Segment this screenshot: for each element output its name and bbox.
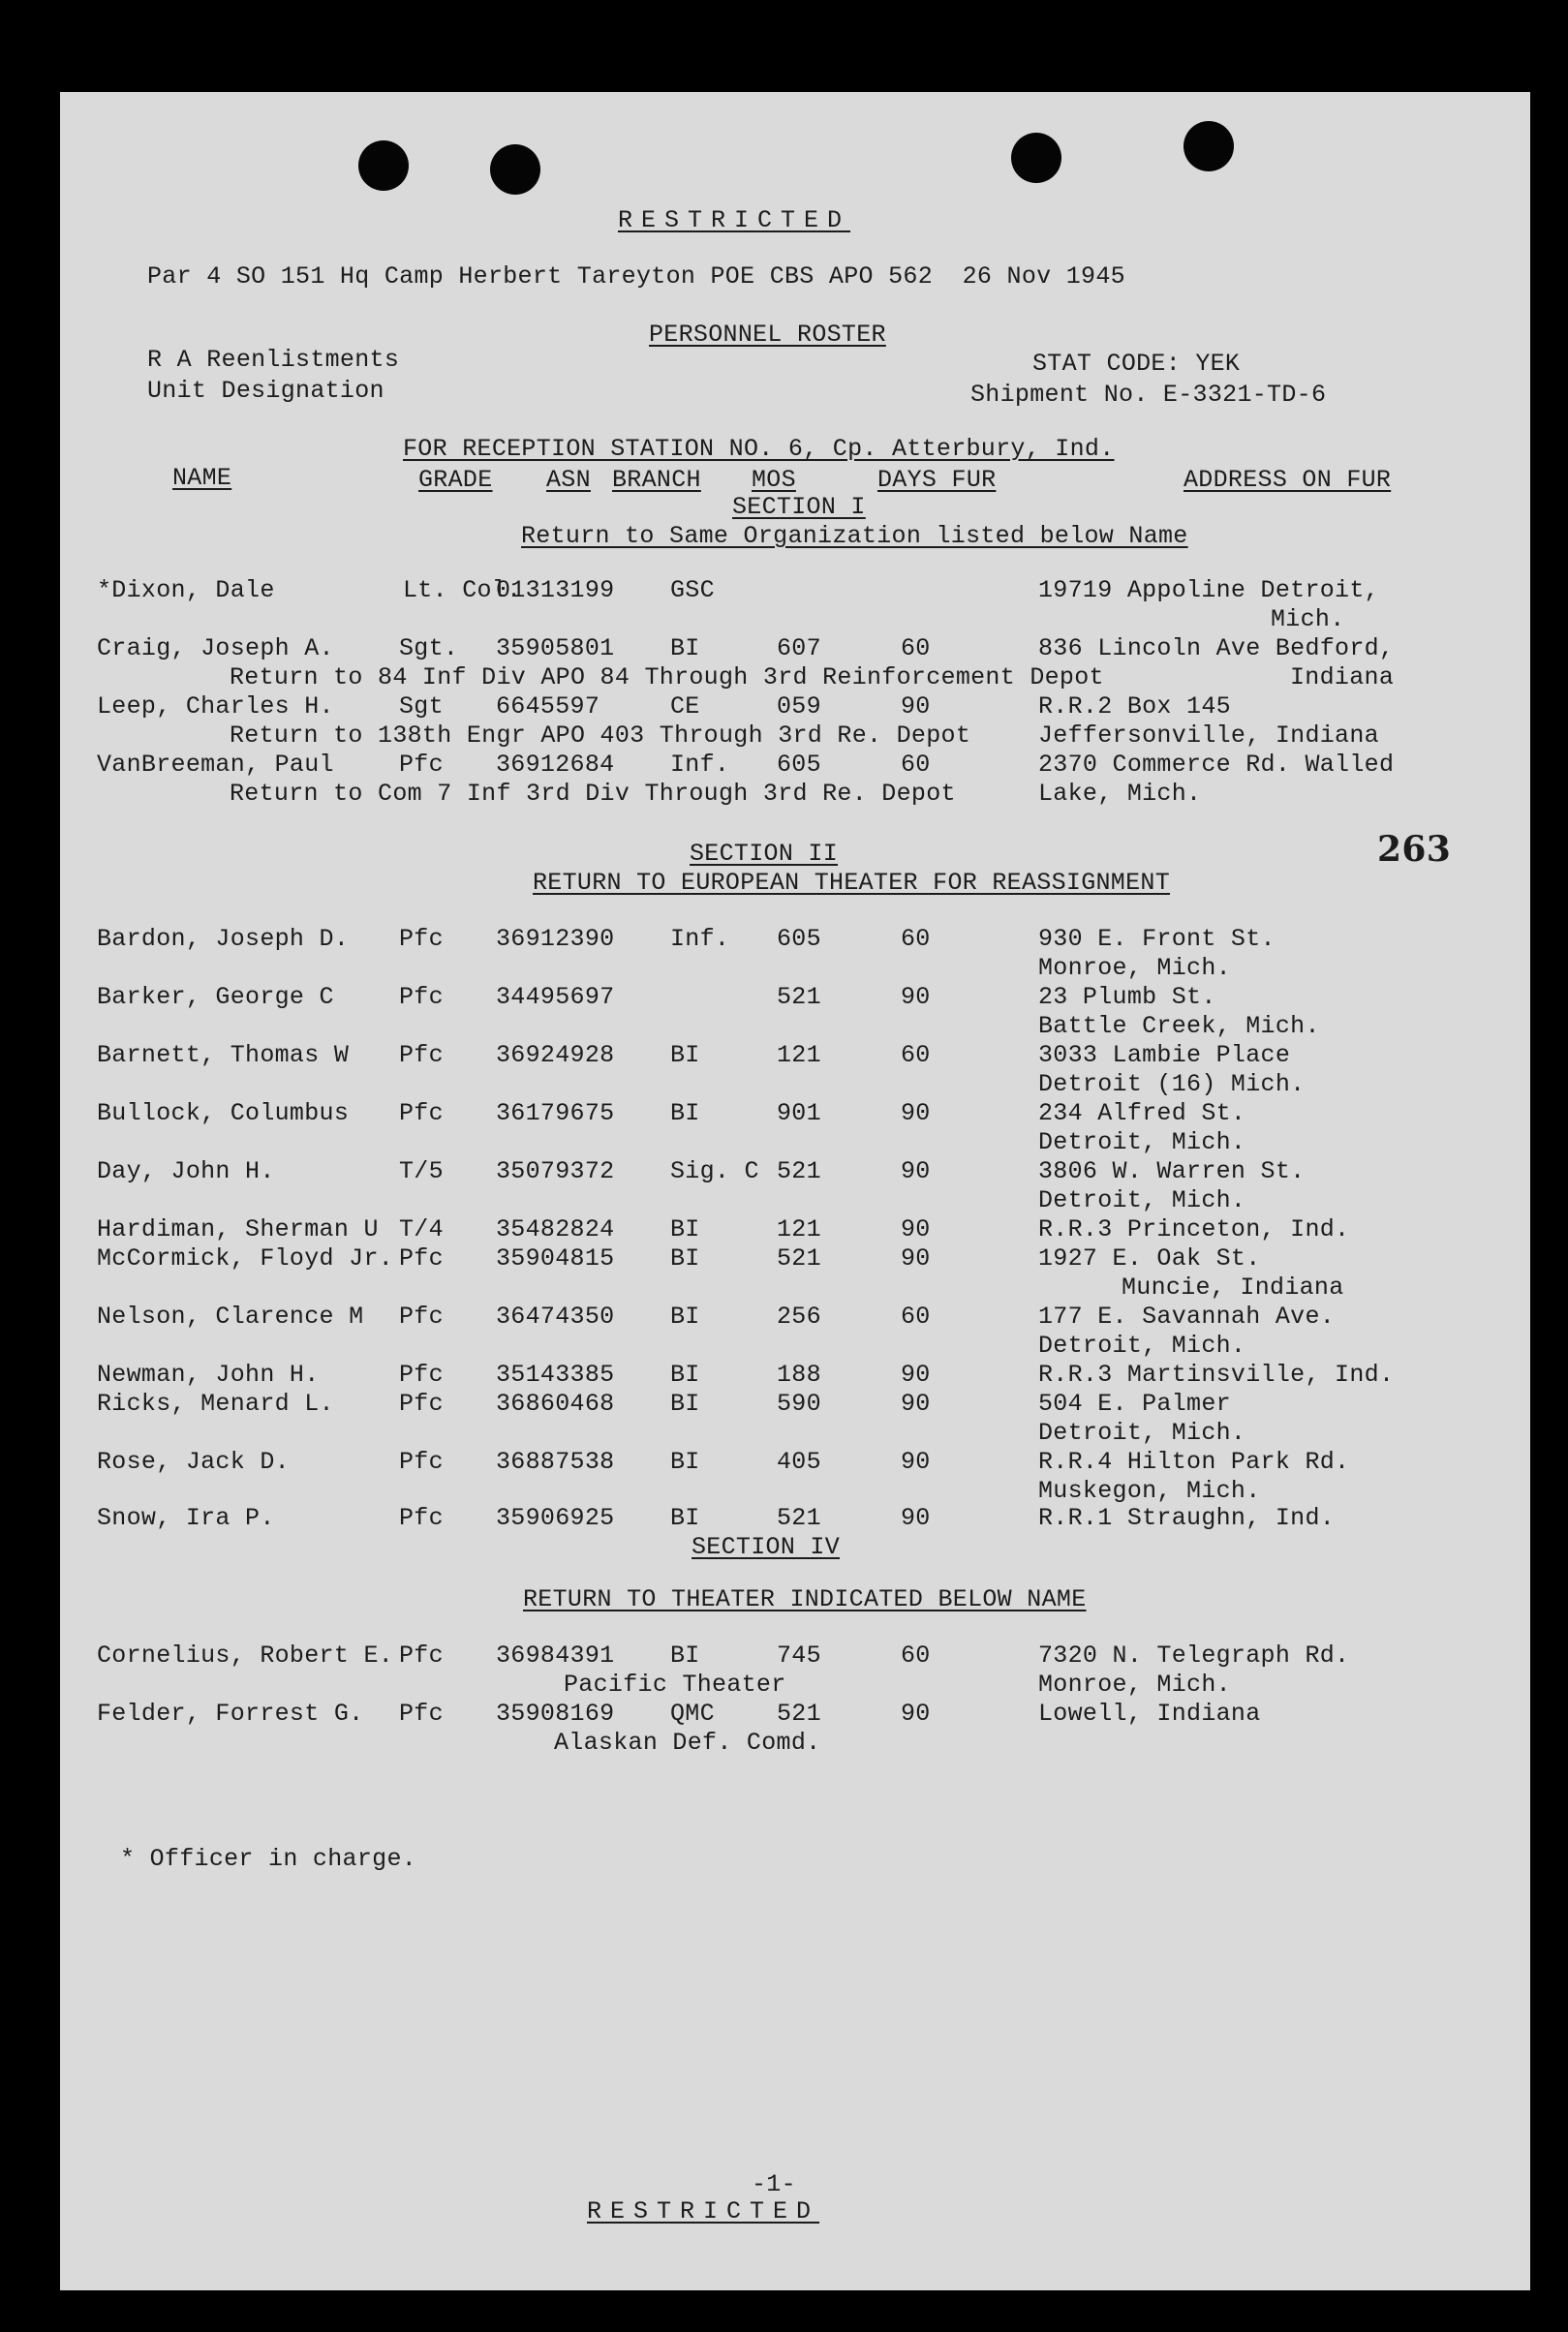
col-mos: MOS [752,466,796,494]
roster-mos: 059 [777,692,821,721]
roster-address: 836 Lincoln Ave Bedford, [1038,634,1395,662]
roster-name: Bardon, Joseph D. [97,925,350,953]
roster-address-line2: Monroe, Mich. [1038,1671,1231,1699]
roster-note: Return to Com 7 Inf 3rd Div Through 3rd Re. Depot [230,780,956,808]
roster-asn: 6645597 [496,692,600,721]
roster-address-line2: Detroit, Mich. [1038,1419,1246,1447]
roster-mos: 605 [777,751,821,779]
roster-mos: 121 [777,1041,821,1069]
roster-branch: GSC [670,576,715,604]
roster-name: McCormick, Floyd Jr. [97,1244,394,1273]
roster-days-fur: 60 [901,1041,931,1069]
roster-name: Barnett, Thomas W [97,1041,350,1069]
roster-days-fur: 90 [901,1361,931,1389]
roster-address: R.R.3 Martinsville, Ind. [1038,1361,1395,1389]
roster-days-fur: 90 [901,1700,931,1728]
roster-branch: BI [670,1504,700,1532]
roster-branch: BI [670,1244,700,1273]
roster-asn: 35143385 [496,1361,615,1389]
section-2-subtitle: RETURN TO EUROPEAN THEATER FOR REASSIGNMENT [533,869,1171,897]
roster-mos: 521 [777,1504,821,1532]
roster-grade: Sgt [399,692,444,721]
roster-asn: 36887538 [496,1448,615,1476]
roster-address: R.R.2 Box 145 [1038,692,1231,721]
punch-hole [358,140,409,191]
roster-address: 3806 W. Warren St. [1038,1157,1306,1185]
roster-note: Pacific Theater [564,1671,786,1699]
roster-name: Bullock, Columbus [97,1099,350,1127]
roster-mos: 521 [777,1700,821,1728]
roster-branch: BI [670,634,700,662]
roster-branch: BI [670,1390,700,1418]
roster-mos: 607 [777,634,821,662]
section-4-subtitle: RETURN TO THEATER INDICATED BELOW NAME [523,1585,1087,1613]
roster-grade: Pfc [399,1504,444,1532]
document-page [60,92,1530,2290]
roster-asn: 36984391 [496,1642,615,1670]
roster-name: Snow, Ira P. [97,1504,275,1532]
roster-mos: 605 [777,925,821,953]
roster-grade: Sgt. [399,634,459,662]
roster-grade: Pfc [399,751,444,779]
roster-days-fur: 60 [901,925,931,953]
roster-asn: 35905801 [496,634,615,662]
roster-days-fur: 60 [901,1303,931,1331]
roster-name: Barker, George C [97,983,334,1011]
roster-days-fur: 90 [901,983,931,1011]
roster-name: VanBreeman, Paul [97,751,334,779]
roster-asn: 36924928 [496,1041,615,1069]
roster-title: PERSONNEL ROSTER [649,321,886,349]
roster-note: Alaskan Def. Comd. [554,1729,821,1757]
roster-branch: BI [670,1303,700,1331]
roster-days-fur: 90 [901,1215,931,1243]
section-2-title: SECTION II [690,840,839,868]
roster-address-line2: Detroit, Mich. [1038,1332,1246,1360]
roster-address: 7320 N. Telegraph Rd. [1038,1642,1350,1670]
roster-grade: Pfc [399,1361,444,1389]
punch-hole [490,144,540,195]
roster-address: 19719 Appoline Detroit, [1038,576,1379,604]
unit-designation-label: Unit Designation [147,377,384,405]
roster-address: 504 E. Palmer [1038,1390,1231,1418]
roster-name: Ricks, Menard L. [97,1390,334,1418]
roster-mos: 405 [777,1448,821,1476]
roster-branch: BI [670,1215,700,1243]
col-grade: GRADE [418,466,493,494]
roster-address-line2: Detroit, Mich. [1038,1186,1246,1214]
roster-grade: T/4 [399,1215,444,1243]
roster-address-line2: Detroit (16) Mich. [1038,1070,1306,1098]
roster-name: Craig, Joseph A. [97,634,334,662]
roster-days-fur: 60 [901,1642,931,1670]
roster-branch: BI [670,1642,700,1670]
roster-grade: T/5 [399,1157,444,1185]
roster-name: Felder, Forrest G. [97,1700,364,1728]
col-address: ADDRESS ON FUR [1184,466,1392,494]
roster-mos: 521 [777,983,821,1011]
roster-branch: BI [670,1361,700,1389]
footnote: * Officer in charge. [120,1845,417,1873]
roster-address-line2: Jeffersonville, Indiana [1038,721,1379,750]
roster-address-line2: Indiana [1290,663,1395,691]
roster-address: R.R.4 Hilton Park Rd. [1038,1448,1350,1476]
roster-branch: Inf. [670,751,730,779]
roster-address-line2: Muncie, Indiana [1122,1273,1344,1302]
col-name: NAME [172,464,232,492]
roster-asn: 01313199 [496,576,615,604]
roster-days-fur: 60 [901,634,931,662]
section-4-title: SECTION IV [692,1533,841,1561]
col-branch: BRANCH [612,466,701,494]
roster-asn: 35482824 [496,1215,615,1243]
roster-mos: 521 [777,1157,821,1185]
roster-asn: 35079372 [496,1157,615,1185]
roster-address: Lowell, Indiana [1038,1700,1261,1728]
roster-grade: Pfc [399,1700,444,1728]
roster-name: Nelson, Clarence M [97,1303,364,1331]
roster-address-line2: Mich. [1271,605,1345,633]
roster-branch: BI [670,1099,700,1127]
roster-name: Day, John H. [97,1157,275,1185]
roster-grade: Pfc [399,1099,444,1127]
roster-address: 234 Alfred St. [1038,1099,1246,1127]
roster-name: Rose, Jack D. [97,1448,290,1476]
page-number-stamp: 263 [1377,829,1452,870]
roster-branch: BI [670,1041,700,1069]
roster-days-fur: 90 [901,1244,931,1273]
roster-days-fur: 90 [901,1504,931,1532]
roster-mos: 121 [777,1215,821,1243]
roster-address: 3033 Lambie Place [1038,1041,1291,1069]
roster-address: 930 E. Front St. [1038,925,1276,953]
roster-name: *Dixon, Dale [97,576,275,604]
roster-asn: 35904815 [496,1244,615,1273]
roster-branch: Inf. [670,925,730,953]
col-days-fur: DAYS FUR [877,466,997,494]
roster-address-line2: Muskegon, Mich. [1038,1477,1261,1505]
roster-mos: 901 [777,1099,821,1127]
roster-name: Leep, Charles H. [97,692,334,721]
roster-mos: 745 [777,1642,821,1670]
roster-days-fur: 90 [901,1448,931,1476]
roster-asn: 35906925 [496,1504,615,1532]
roster-address-line2: Lake, Mich. [1038,780,1202,808]
roster-branch: QMC [670,1700,715,1728]
punch-hole [1184,121,1234,171]
roster-days-fur: 90 [901,1390,931,1418]
roster-branch: CE [670,692,700,721]
roster-asn: 36860468 [496,1390,615,1418]
classification-footer: RESTRICTED [587,2197,820,2225]
roster-grade: Pfc [399,1390,444,1418]
roster-asn: 36179675 [496,1099,615,1127]
roster-address-line2: Monroe, Mich. [1038,954,1231,982]
roster-grade: Lt. Col. [403,576,522,604]
roster-asn: 36912684 [496,751,615,779]
roster-address: 23 Plumb St. [1038,983,1216,1011]
roster-days-fur: 90 [901,1157,931,1185]
order-line: Par 4 SO 151 Hq Camp Herbert Tareyton POE CBS APO 562 26 Nov 1945 [147,262,1125,291]
classification-header: RESTRICTED [618,206,851,234]
roster-address: 2370 Commerce Rd. Walled [1038,751,1395,779]
roster-grade: Pfc [399,983,444,1011]
roster-address: R.R.1 Straughn, Ind. [1038,1504,1336,1532]
roster-days-fur: 90 [901,1099,931,1127]
roster-grade: Pfc [399,1041,444,1069]
roster-grade: Pfc [399,1303,444,1331]
roster-grade: Pfc [399,1642,444,1670]
section-1-title: SECTION I [732,493,866,521]
roster-name: Cornelius, Robert E. [97,1642,394,1670]
roster-grade: Pfc [399,1448,444,1476]
roster-note: Return to 138th Engr APO 403 Through 3rd Re. Depot [230,721,971,750]
roster-days-fur: 90 [901,692,931,721]
roster-name: Hardiman, Sherman U [97,1215,379,1243]
shipment-number: Shipment No. E-3321-TD-6 [970,381,1327,409]
page-footer-number: -1- [752,2170,796,2198]
roster-address: 1927 E. Oak St. [1038,1244,1261,1273]
roster-branch: Sig. C [670,1157,759,1185]
reception-station-line: FOR RECEPTION STATION NO. 6, Cp. Atterbury, Ind. [403,435,1115,463]
roster-note: Return to 84 Inf Div APO 84 Through 3rd Reinforcement Depot [230,663,1104,691]
roster-mos: 256 [777,1303,821,1331]
roster-name: Newman, John H. [97,1361,320,1389]
roster-address: 177 E. Savannah Ave. [1038,1303,1336,1331]
roster-mos: 188 [777,1361,821,1389]
punch-hole [1011,133,1061,183]
col-asn: ASN [546,466,591,494]
roster-grade: Pfc [399,925,444,953]
roster-asn: 36474350 [496,1303,615,1331]
roster-days-fur: 60 [901,751,931,779]
reenlistment-label: R A Reenlistments [147,346,400,374]
roster-address: R.R.3 Princeton, Ind. [1038,1215,1350,1243]
stat-code: STAT CODE: YEK [1032,350,1241,378]
roster-address-line2: Battle Creek, Mich. [1038,1012,1320,1040]
roster-branch: BI [670,1448,700,1476]
section-1-subtitle: Return to Same Organization listed below Name [521,522,1188,550]
roster-mos: 521 [777,1244,821,1273]
roster-address-line2: Detroit, Mich. [1038,1128,1246,1156]
roster-grade: Pfc [399,1244,444,1273]
roster-asn: 36912390 [496,925,615,953]
roster-asn: 34495697 [496,983,615,1011]
roster-asn: 35908169 [496,1700,615,1728]
roster-mos: 590 [777,1390,821,1418]
